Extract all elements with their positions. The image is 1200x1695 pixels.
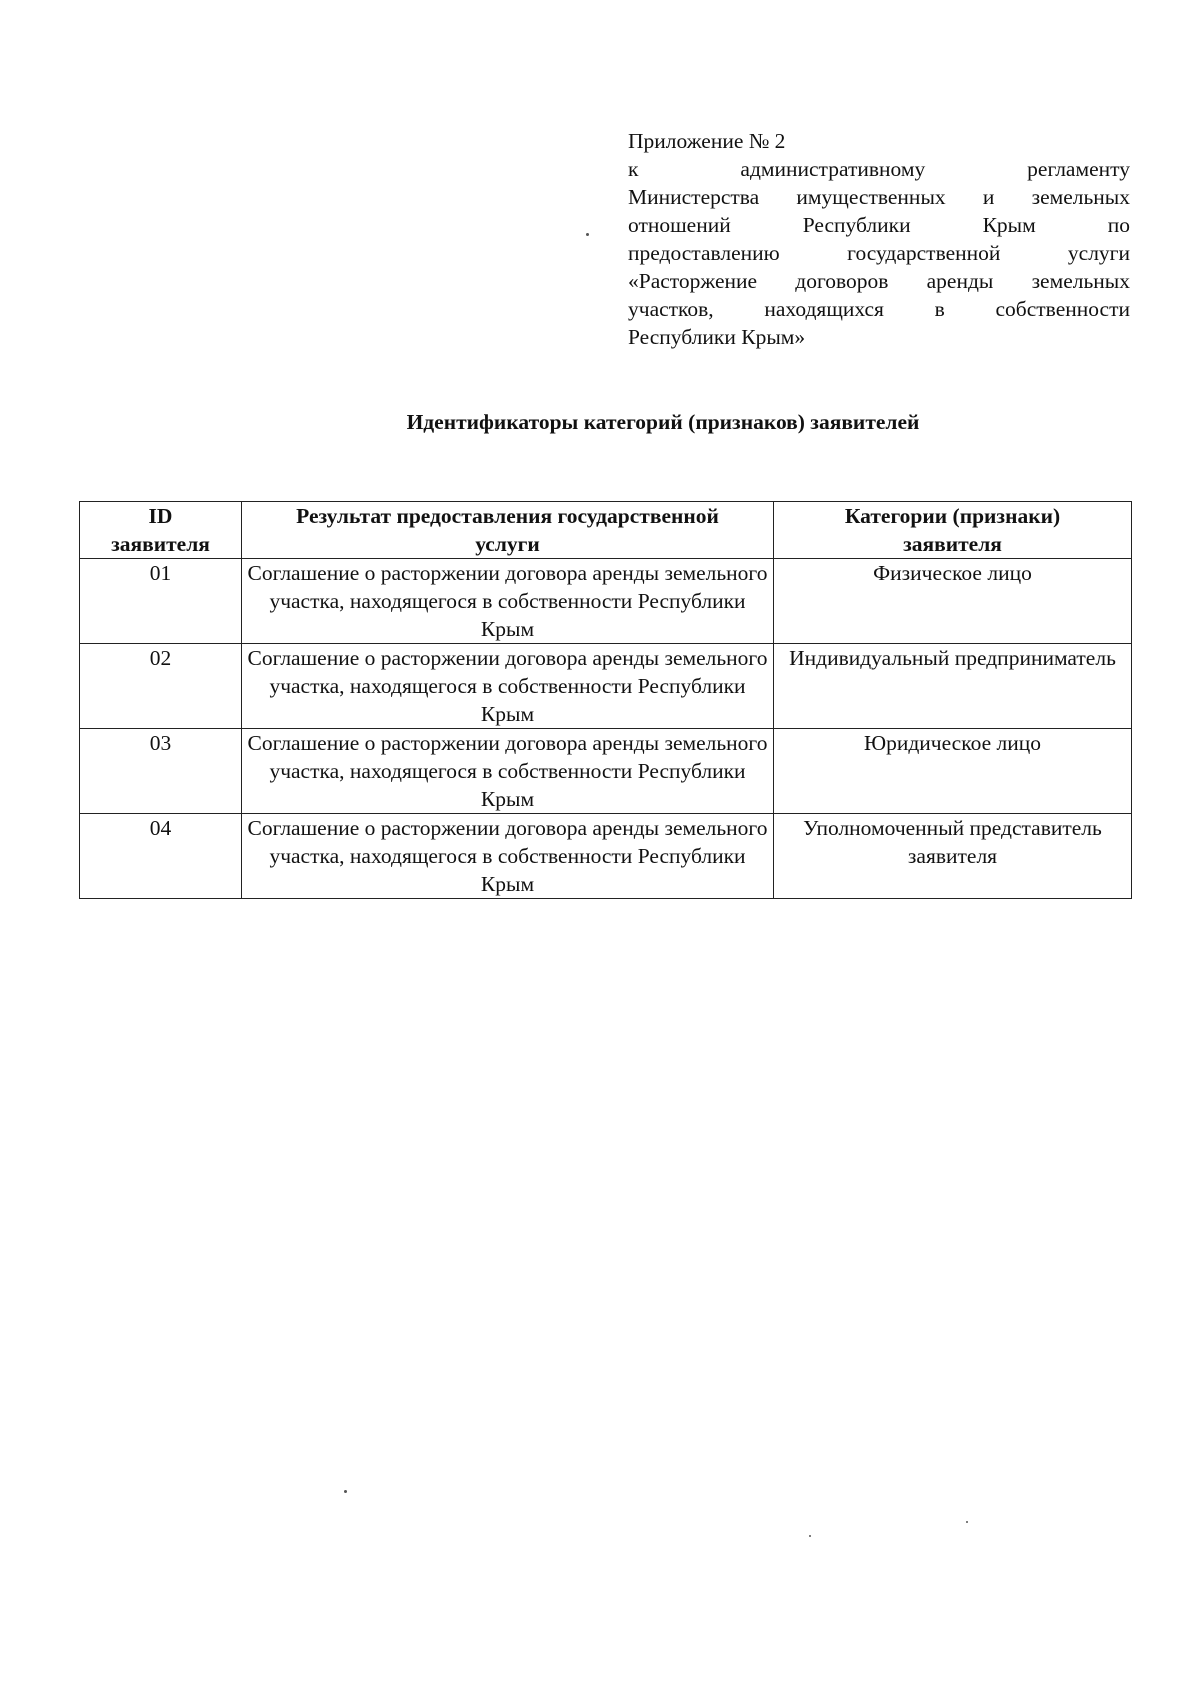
scan-speck [586,233,589,236]
document-title: Идентификаторы категорий (признаков) заявителей [406,410,920,434]
appendix-line: Министерства имущественных и земельных [628,185,1130,209]
header-id [80,502,242,559]
scan-speck [809,1535,811,1537]
appendix-line: к административному регламенту [628,157,1130,181]
header-result-line: услуги [475,532,540,556]
scan-speck [966,1521,968,1523]
applicant-id-table [79,501,1132,899]
table-header-row [80,502,1132,559]
cell-result: Соглашение о расторжении договора аренды земельного участка, находящегося в собственности Республики Крым [242,559,774,644]
cell-category: Физическое лицо [774,559,1132,644]
appendix-note [628,127,1130,351]
header-result [242,502,774,559]
cell-result: Соглашение о расторжении договора аренды земельного участка, находящегося в собственности Республики Крым [242,729,774,814]
appendix-line: Республики Крым» [628,325,806,349]
cell-id: 04 [80,814,242,899]
appendix-number: Приложение № 2 [628,129,786,153]
appendix-line: участков, находящихся в собственности [628,297,1130,321]
header-category-line: Категории (признаки) [844,504,1061,528]
table-row [80,729,1132,814]
table-row [80,559,1132,644]
cell-id: 01 [80,559,242,644]
scan-speck [344,1490,347,1493]
cell-result: Соглашение о расторжении договора аренды земельного участка, находящегося в собственности Республики Крым [242,644,774,729]
cell-category: Уполномоченный представитель заявителя [774,814,1132,899]
header-id-line: ID [148,504,173,528]
appendix-line: предоставлению государственной услуги [628,241,1130,265]
header-id-line: заявителя [111,532,210,556]
appendix-line: «Расторжение договоров аренды земельных [628,269,1130,293]
header-category [774,502,1132,559]
cell-result: Соглашение о расторжении договора аренды земельного участка, находящегося в собственности Республики Крым [242,814,774,899]
cell-id: 03 [80,729,242,814]
table-row [80,814,1132,899]
header-result-line: Результат предоставления государственной [296,504,719,528]
table-row [80,644,1132,729]
appendix-line: отношений Республики Крым по [628,213,1130,237]
cell-category: Индивидуальный предприниматель [774,644,1132,729]
cell-id: 02 [80,644,242,729]
cell-category: Юридическое лицо [774,729,1132,814]
header-category-line: заявителя [903,532,1002,556]
